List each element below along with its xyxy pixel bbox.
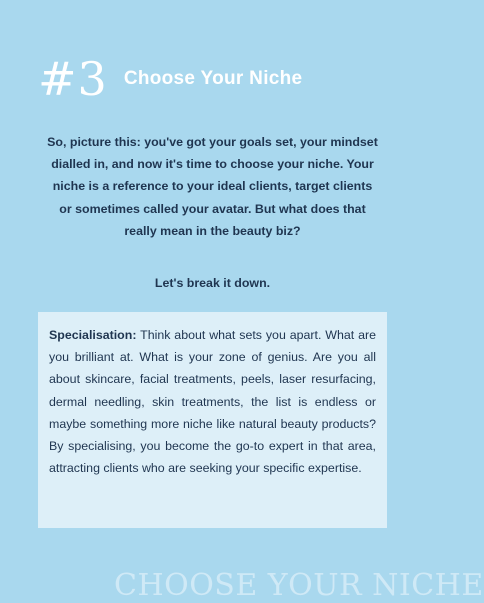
section-number: #3	[38, 52, 108, 106]
card-body: Think about what sets you apart. What are you brilliant at. What is your zone of genius. Are you all about skincare, facial treatments, peels, laser resurfacing, dermal needling, skin treatments, the list is endless or maybe something more niche like natural beauty products? By specialising, you become the go-to expert in that area, attracting clients who are seeking your specific expertise.	[49, 328, 377, 476]
specialisation-card	[38, 312, 387, 528]
section-title: Choose Your Niche	[123, 68, 303, 89]
section-heading	[38, 52, 303, 106]
intro-paragraph: So, picture this: you've got your goals set, your mindset dialled in, and now it's time to choose your niche. Your niche is a reference to your ideal clients, target clients or sometimes called your avatar. But what does that really mean in the beauty biz?	[47, 135, 378, 238]
card-label: Specialisation:	[49, 328, 137, 342]
watermark-text: CHOOSE YOUR NICHE	[114, 568, 484, 603]
breakdown-line: Let's break it down.	[154, 276, 271, 290]
card-text	[49, 324, 376, 479]
